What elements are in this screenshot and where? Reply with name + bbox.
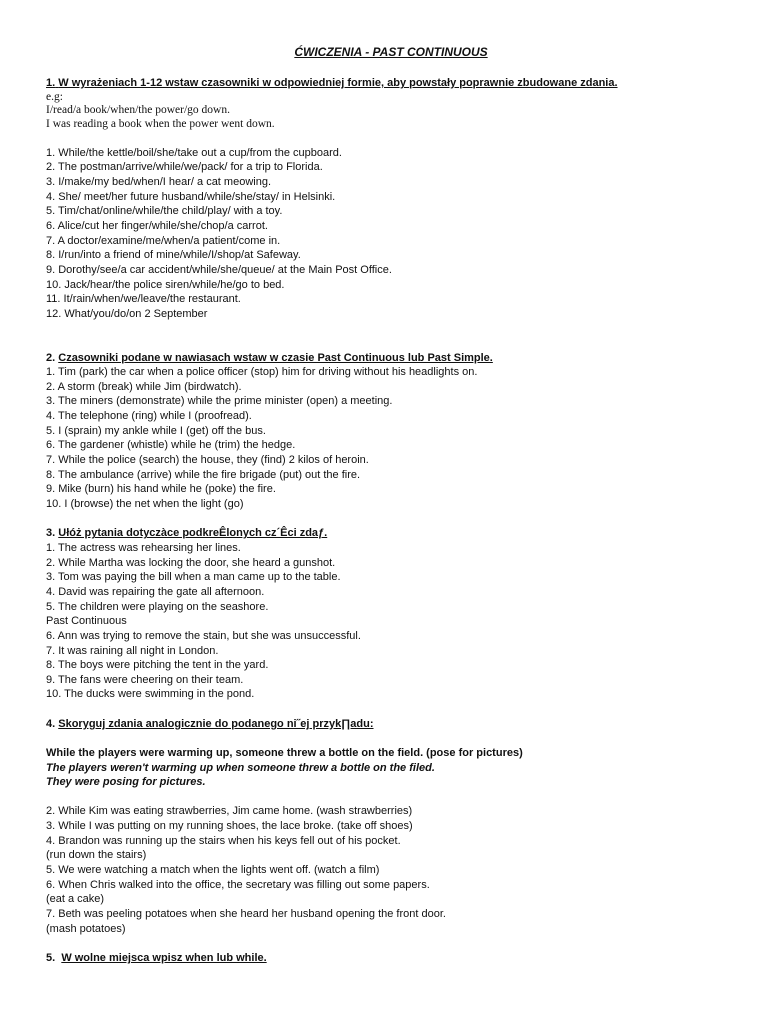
list-item: 2. The postman/arrive/while/we/pack/ for a trip to Florida. [46,161,323,174]
list-item: 4. She/ meet/her future husband/while/she/stay/ in Helsinki. [46,190,336,203]
list-item: 10. Jack/hear/the police siren/while/he/go to bed. [46,278,285,291]
list-item: 5. Tim/chat/online/while/the child/play/ with a toy. [46,205,283,218]
exercise-4-example-answer-1: The players weren't warming up when someone threw a bottle on the filed. [46,761,435,774]
list-item: 5. We were watching a match when the lights went off. (watch a film) [46,864,380,877]
list-item: 7. While the police (search) the house, they (find) 2 kilos of heroin. [46,454,369,467]
list-item: 4. Brandon was running up the stairs when his keys fell out of his pocket. [46,834,401,847]
list-item: 1. The actress was rehearsing her lines. [46,541,241,554]
exercise-4-example-sentence: While the players were warming up, someone threw a bottle on the field. (pose for pictures) [46,746,523,759]
list-item: 4. The telephone (ring) while I (proofread). [46,410,252,423]
list-item: 7. A doctor/examine/me/when/a patient/come in. [46,234,281,247]
exercise-4-list [46,804,736,936]
list-item: 2. A storm (break) while Jim (birdwatch). [46,380,242,393]
list-item: 7. It was raining all night in London. [46,644,219,657]
list-item: 3. Tom was paying the bill when a man came up to the table. [46,571,341,584]
exercise-2-heading: 2. Czasowniki podane w nawiasach wstaw w czasie Past Continuous lub Past Simple. [46,351,493,364]
list-item: 8. I/run/into a friend of mine/while/I/shop/at Safeway. [46,249,301,262]
list-item: 6. Alice/cut her finger/while/she/chop/a carrot. [46,219,268,232]
list-item: 1. While/the kettle/boil/she/take out a cup/from the cupboard. [46,146,342,159]
list-item: 9. The fans were cheering on their team. [46,673,244,686]
exercise-1-list [46,146,736,322]
list-item: 10. The ducks were swimming in the pond. [46,688,255,701]
list-item: 4. David was repairing the gate all afternoon. [46,585,265,598]
list-item: (run down the stairs) [46,849,147,862]
list-item: 10. I (browse) the net when the light (go) [46,498,244,511]
list-item: 9. Mike (burn) his hand while he (poke) the fire. [46,483,276,496]
list-item: 2. While Kim was eating strawberries, Jim came home. (wash strawberries) [46,805,413,818]
list-item: 5. I (sprain) my ankle while I (get) off the bus. [46,424,266,437]
exercise-2-list [46,365,736,512]
list-item: 12. What/you/do/on 2 September [46,307,208,320]
list-item: 9. Dorothy/see/a car accident/while/she/queue/ at the Main Post Office. [46,263,392,276]
exercise-1-example-label: e.g: [46,90,63,103]
list-item: (mash potatoes) [46,922,126,935]
list-item: 1. Tim (park) the car when a police officer (stop) him for driving without his headlights on. [46,366,478,379]
list-item: 2. While Martha was locking the door, she heard a gunshot. [46,556,336,569]
exercise-5-heading: 5. W wolne miejsca wpisz when lub while. [46,951,267,964]
exercise-1-heading: 1. W wyrażeniach 1-12 wstaw czasowniki w odpowiedniej formie, aby powstały poprawnie zbudowane zdania. [46,77,618,89]
exercise-4-heading: 4. Skoryguj zdania analogicznie do podanego ni˝ej przyk∏adu: [46,717,374,730]
page-title: ĆWICZENIA - PAST CONTINUOUS [294,45,488,59]
exercise-1-example-answer: I was reading a book when the power went down. [46,117,275,130]
list-item: 8. The ambulance (arrive) while the fire brigade (put) out the fire. [46,468,361,481]
list-item: 11. It/rain/when/we/leave/the restaurant. [46,293,241,306]
exercise-3-heading: 3. Ułóż pytania dotyczàce podkreÊlonych cz´Êci zdaƒ. [46,527,328,540]
exercise-3-list [46,541,736,702]
list-item: 3. I/make/my bed/when/I hear/ a cat meowing. [46,176,272,188]
exercise-4-example-answer-2: They were posing for pictures. [46,776,206,789]
list-item: Past Continuous [46,615,127,628]
list-item: (eat a cake) [46,893,105,906]
list-item: 5. The children were playing on the seashore. [46,600,269,613]
list-item: 7. Beth was peeling potatoes when she heard her husband opening the front door. [46,908,446,921]
list-item: 6. Ann was trying to remove the stain, but she was unsuccessful. [46,629,361,642]
list-item: 6. When Chris walked into the office, the secretary was filling out some papers. [46,878,430,891]
list-item: 3. The miners (demonstrate) while the prime minister (open) a meeting. [46,395,393,408]
list-item: 3. While I was putting on my running shoes, the lace broke. (take off shoes) [46,820,413,833]
exercise-1-example-prompt: I/read/a book/when/the power/go down. [46,104,230,117]
list-item: 6. The gardener (whistle) while he (trim) the hedge. [46,439,296,452]
worksheet-page [46,44,736,966]
list-item: 8. The boys were pitching the tent in the yard. [46,659,269,672]
